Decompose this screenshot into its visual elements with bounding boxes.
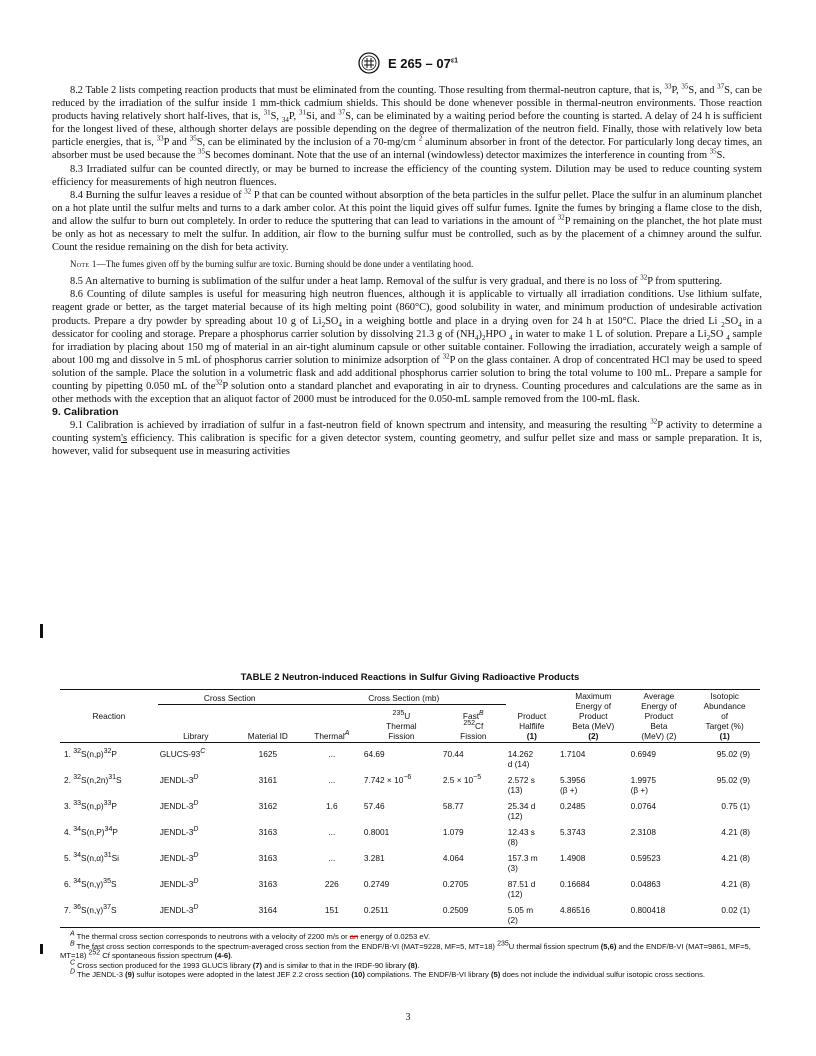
body-text (52, 84, 762, 459)
col-group-cross-section: Cross Section (158, 690, 302, 705)
thermal-cell: 1.6 (326, 801, 338, 811)
paragraph-8-3: 8.3 Irradiated sulfur can be counted directly, or may be burned to increase the efficiency of the counting system. Dilution may be used to reduce counting system efficiency for measurements of high neutron fluences. (52, 163, 762, 188)
material-id-cell: 3162 (258, 801, 278, 811)
page-header (0, 52, 816, 74)
abundance-cell: 4.21 (8) (721, 853, 750, 863)
standard-designation: E $265 - 07^{\varepsilon 1}$ (387, 55, 459, 71)
reaction-cell: 1. $^{32}S(n,p)^{32}P$ (64, 748, 117, 759)
material-id-cell: 3163 (258, 879, 278, 889)
col-material-id: Material ID (234, 704, 302, 742)
avg-energy-cell: 0.59523 (630, 853, 661, 863)
halflife-cell: 12.43 s (8) (507, 827, 535, 847)
reaction-cell: 6. $^{34}S(n,\gamma)^{35}S$ (64, 878, 117, 889)
abundance-cell: 95.02 (9) (716, 775, 750, 785)
thermal-cell: ... (328, 749, 336, 759)
table-2 (60, 672, 760, 980)
reaction-cell: 5. $^{34}S(n,\alpha)^{31}Si$ (64, 852, 119, 863)
u235-fission-cell: 0.8001 (363, 827, 390, 837)
u235-fission-cell: 0.2749 (363, 879, 390, 889)
revision-bar (40, 944, 43, 954)
thermal-cell: 226 (324, 879, 339, 889)
col-abundance: Isotopic Abundance of Target (%) (1) (689, 690, 760, 743)
reactions-table (60, 689, 760, 928)
table-row (60, 795, 760, 821)
max-energy-cell: 0.2485 (559, 801, 586, 811)
col-u235-fission: $^{235}$U Thermal Fission (362, 704, 441, 742)
footnote-d: $^D$ The JENDL-3 (9) sulfur isotopes were adopted in the latest JEF 2.2 cross section (10) compilations. The ENDF/B-VI library (5) does not include the individual sulfur isotopic cross sections. (70, 968, 705, 979)
cf252-fission-cell: 58.77 (442, 801, 464, 811)
library-cell: JENDL-$3^D$ (159, 852, 199, 863)
table-row (60, 743, 760, 770)
revision-bar (40, 624, 43, 638)
u235-fission-cell: $7.742 \times 10^{-6}$ (363, 774, 412, 785)
avg-energy-cell: 0.04863 (630, 879, 661, 889)
max-energy-cell: 5.3743 (559, 827, 586, 837)
halflife-cell: 157.3 m (3) (507, 853, 538, 873)
footnote-c: $^C$ Cross section produced for the 1993 GLUCS library (7) and is similar to that in the IRDF-90 library (8). (70, 958, 420, 970)
paragraph-8-5: 8.5 An alternative to burning is sublimation of the sulfur under a heat lamp. Removal of the sulfur is very gradual, and there is no loss of $^{32}$P from sputtering. (70, 273, 723, 288)
cf252-fission-cell: 70.44 (442, 749, 464, 759)
halflife-cell: 5.05 m (2) (506, 899, 558, 928)
thermal-cell: ... (328, 827, 336, 837)
col-library: Library (158, 704, 234, 742)
library-cell: JENDL-$3^D$ (159, 826, 199, 837)
col-reaction: Reaction (60, 690, 158, 743)
u235-fission-cell: 3.281 (363, 853, 385, 863)
max-energy-cell: 4.86516 (558, 899, 629, 928)
reaction-cell: 2. $^{32}S(n,2n)^{31}S$ (64, 774, 122, 785)
u235-fission-cell: 0.2511 (362, 899, 441, 928)
reaction-cell: 3. $^{33}S(n,p)^{33}P$ (64, 800, 117, 811)
max-energy-cell: 1.7104 (559, 749, 586, 759)
cf252-fission-cell: 4.064 (442, 853, 464, 863)
library-cell: JENDL-$3^D$ (159, 800, 199, 811)
library-cell: JENDL-$3^D$ (159, 774, 199, 785)
reaction-cell: 7. $^{36}S(n,\gamma)^{37}S$ (60, 899, 158, 928)
paragraph-9-1: 9.1 Calibration is achieved by irradiation of sulfur in a fast-neutron field of known spectrum and intensity, and measuring the resulting $^{32}$P activity to determine a counting system's efficiency. This calibration is specific for a given detector system, counting geometry, and sulfur pellet size and mass or sample preparation. It is, however, valid for subsequent use in measuring activities (52, 417, 763, 458)
page-number: 3 (405, 1012, 411, 1023)
abundance-cell: 4.21 (8) (721, 879, 750, 889)
table-row (60, 873, 760, 899)
material-id-cell: 3161 (258, 775, 278, 785)
material-id-cell: 3163 (258, 853, 278, 863)
abundance-cell: 0.02 (1) (689, 899, 760, 928)
max-energy-cell: 1.4908 (559, 853, 586, 863)
col-max-energy: Maximum Energy of Product Beta (MeV) (2) (558, 690, 629, 743)
halflife-cell: 14.262 d (14) (507, 749, 534, 769)
library-cell: JENDL-$3^D$ (158, 899, 234, 928)
cf252-fission-cell: $2.5 \times 10^{-5}$ (442, 774, 482, 785)
note-1: Note 1—The fumes given off by the burning sulfur are toxic. Burning should be done under a ventilating hood. (70, 259, 474, 270)
cf252-fission-cell: 0.2509 (441, 899, 506, 928)
max-energy-cell: 5.3956 (β +) (559, 775, 586, 795)
avg-energy-cell: 0.6949 (630, 749, 656, 759)
halflife-cell: 2.572 s (13) (507, 775, 535, 795)
avg-energy-cell: 0.800418 (629, 899, 690, 928)
astm-logo-icon (358, 52, 380, 74)
section-heading: 9. Calibration (52, 406, 119, 419)
avg-energy-cell: 2.3108 (630, 827, 656, 837)
reaction-cell: 4. $^{34}S(n,P)^{34}P$ (64, 826, 118, 837)
col-group-cross-section-mb: Cross Section (mb) (302, 690, 506, 705)
abundance-cell: 4.21 (8) (721, 827, 750, 837)
material-id-cell: 3164 (234, 899, 302, 928)
u235-fission-cell: 64.69 (363, 749, 385, 759)
table-row (60, 821, 760, 847)
thermal-cell: 151 (302, 899, 362, 928)
library-cell: JENDL-$3^D$ (159, 878, 199, 889)
footnote-a: $^A$ The thermal cross section corresponds to neutrons with a velocity of 2200 m/s or an energy of 0.0253 eV. (70, 930, 431, 941)
table-title: TABLE 2 Neutron-induced Reactions in Sulfur Giving Radioactive Products (240, 672, 580, 683)
cf252-fission-cell: 0.2705 (442, 879, 469, 889)
col-cf252-fission: Fast$^B$ $^{252}$Cf Fission (441, 704, 506, 742)
abundance-cell: 95.02 (9) (716, 749, 750, 759)
avg-energy-cell: 0.0764 (630, 801, 656, 811)
table-footnotes (60, 932, 760, 980)
table-row (60, 769, 760, 795)
footnote-b: $^B$ The fast cross section corresponds to the spectrum-averaged cross section from the ENDF/B-VI (MAT=9228, MF=5, MT=18) $^{235}$U thermal fission spectrum (5,6) and the ENDF/B-VI (MAT=9861, MF=5, MT=18) $^{252}$ Cf spontaneous fission spectrum (4-6). (60, 939, 751, 960)
abundance-cell: 0.75 (1) (721, 801, 750, 811)
material-id-cell: 3163 (258, 827, 278, 837)
cf252-fission-cell: 1.079 (442, 827, 464, 837)
thermal-cell: ... (328, 775, 336, 785)
col-halflife: Product Halflife (1) (506, 690, 558, 743)
table-row (60, 847, 760, 873)
table-row (60, 899, 760, 928)
col-avg-energy: Average Energy of Product Beta (MeV) (2) (629, 690, 690, 743)
paragraph-8-2: 8.2 Table 2 lists competing reaction products that must be eliminated from the counting. Those resulting from thermal-neutron capture, that is, $^{33}$P, $^{35}$S, and $^{37}$S, can be reduced by the irradiation of the sulfur inside 1 mm-thick cadmium shields. This should be done whenever possible in thermal-neutron environments. Those reaction products having relatively short half-lives, that is, $^{31}$S, $_{34}$P, $^{31}$Si, and $^{37}$S, can be eliminated by a waiting period before the counting is started. A delay of 24 h is sufficient for the longest lived of these, although shorter delays are possible depending on the degree of thermalization of the neutron field. Finally, those with relatively low beta particle energies, that is, $^{33}$P and $^{35}$S, can be eliminated by the inclusion of a 70-mg/cm $^2$ aluminum absorber in front of the detector. For particularly long decay times, an absorber must be used because the $^{35}$S becomes dominant. Note that the use of an internal (windowless) detector maximizes the interference in counting from $^{35}$S. (52, 82, 763, 162)
max-energy-cell: 0.16684 (559, 879, 590, 889)
u235-fission-cell: 57.46 (363, 801, 385, 811)
avg-energy-cell: 1.9975 (β +) (630, 775, 656, 795)
material-id-cell: 1625 (258, 749, 278, 759)
halflife-cell: 87.51 d (12) (507, 879, 536, 899)
paragraph-8-6: 8.6 Counting of dilute samples is useful for measuring high neutron fluences, although it is applicable to virtually all irradiation conditions. Use lithium sulfate, reagent grade or better, as the target material because of its high melting point (860°C), good solubility in water, and minimum production of undesirable activation products. Prepare a dry powder by spreading about 10 g of $Li_2SO_4$ in a weighing bottle and place in a drying oven for 24 h at 150°C. Place the dried Li $_2SO_4$ in a dessicator for cooling and storage. Prepare a phosphorus carrier solution by dissolving 21.3 g of $(NH_4)_2HPO$ $_4$ in water to make 1 L of solution. Prepare a $Li_2SO$ $_4$ sample for irradiation by placing about 150 mg of material in an air-tight aluminum capsule or other suitable container. Following the irradiation, accurately weigh a sample of about 100 mg and dissolve in 5 mL of phosphorus carrier solution to minimize adsorption of $^{32}$P on the glass container. A drop of concentrated HCl may be used to speed solution of the sample. Place the solution in a volumetric flask and add additional phosphorus carrier solution to bring the total volume to 100 mL. Prepare a sample for counting by pipetting 0.050 mL of the$^{32}$P solution onto a standard planchet and evaporating in air to dryness. Counting procedures and calculations are the same as in other methods with the exception that an aliquot factor of 2000 must be introduced for the 0.050-mL sample removed from the 100-mL flask. (52, 289, 763, 406)
library-cell: GLUCS-$93^C$ (159, 748, 206, 759)
halflife-cell: 25.34 d (12) (507, 801, 536, 821)
thermal-cell: ... (328, 853, 336, 863)
col-thermal: Thermal$^A$ (302, 704, 362, 742)
paragraph-8-4: 8.4 Burning the sulfur leaves a residue of $^{32}$ P that can be counted without absorption of the beta particles in the sulfur pellet. Place the sulfur in an aluminum planchet on a hot plate until the sulfur melts and turns to a dark amber color. At this point the liquid gives off sulfur fumes. Ignite the fumes by bringing a flame close to the dish, and allow the sulfur to burn out completely. In order to reduce the sputtering that can lead to variations in the amount of $^{32}$P remaining on the planchet, the hot plate must be only as hot as necessary to melt the sulfur. In addition, air flow to the burning sulfur must be controlled, such as by the placement of a chimney around the sulfur. Count the residue remaining on the dish for beta activity. (52, 187, 762, 254)
